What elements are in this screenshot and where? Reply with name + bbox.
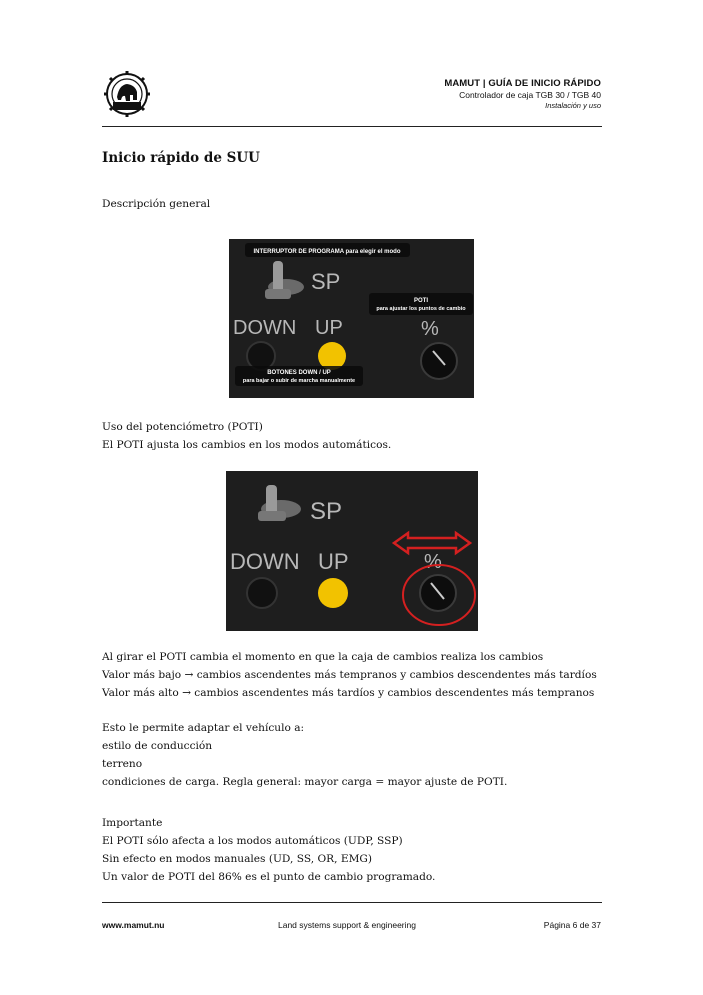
important-line-3: Un valor de POTI del 86% es el punto de cambio programado. <box>102 871 436 883</box>
control-panel-photo-labeled <box>229 239 474 398</box>
header-section: Instalación y uso <box>545 101 601 110</box>
panel2-up-text: UP <box>318 549 349 574</box>
footer-rule <box>102 902 602 903</box>
important-heading: Importante <box>102 817 163 829</box>
adapt-item-load: condiciones de carga. Regla general: mayor carga = mayor ajuste de POTI. <box>102 776 508 788</box>
adapt-intro: Esto le permite adaptar el vehículo a: <box>102 722 305 734</box>
poti-heading: Uso del potenciómetro (POTI) <box>102 421 263 433</box>
label-program-switch: INTERRUPTOR DE PROGRAMA para elegir el modo <box>253 249 401 255</box>
panel-percent-text: % <box>421 318 439 340</box>
label-buttons-title: BOTONES DOWN / UP <box>267 370 331 376</box>
footer-website: www.mamut.nu <box>102 920 165 930</box>
label-buttons-desc: para bajar o subir de marcha manualmente <box>242 378 356 384</box>
panel2-down-text: DOWN <box>230 549 300 574</box>
footer-page-number: Página 6 de 37 <box>543 920 601 930</box>
effect-line-2: Valor más bajo → cambios ascendentes más tempranos y cambios descendentes más tardíos <box>102 669 597 681</box>
panel2-percent-text: % <box>424 551 442 573</box>
page-title: Inicio rápido de SUU <box>102 150 260 166</box>
control-panel-photo-arrows <box>226 471 478 631</box>
adapt-item-terrain: terreno <box>102 758 143 770</box>
mamut-logo <box>101 70 153 118</box>
adapt-item-driving-style: estilo de conducción <box>102 740 213 752</box>
important-line-1: El POTI sólo afecta a los modos automáticos (UDP, SSP) <box>102 835 403 847</box>
panel2-sp-text: SP <box>310 498 343 525</box>
header-rule <box>102 126 602 127</box>
panel-up-text: UP <box>315 317 343 339</box>
header-subtitle: Controlador de caja TGB 30 / TGB 40 <box>459 90 601 100</box>
panel-sp-text: SP <box>311 269 341 294</box>
effect-line-3: Valor más alto → cambios ascendentes más tardíos y cambios descendentes más tempranos <box>102 687 595 699</box>
footer-tagline: Land systems support & engineering <box>278 920 416 930</box>
label-poti-desc: para ajustar los puntos de cambio <box>376 306 466 312</box>
important-line-2: Sin efecto en modos manuales (UD, SS, OR, EMG) <box>102 853 373 865</box>
effect-line-1: Al girar el POTI cambia el momento en que la caja de cambios realiza los cambios <box>102 651 544 663</box>
poti-intro: El POTI ajusta los cambios en los modos automáticos. <box>102 439 392 451</box>
header-title: MAMUT | GUÍA DE INICIO RÁPIDO <box>444 78 601 89</box>
panel-down-text: DOWN <box>233 317 297 339</box>
overview-heading: Descripción general <box>102 198 211 210</box>
label-poti-title: POTI <box>413 298 429 304</box>
